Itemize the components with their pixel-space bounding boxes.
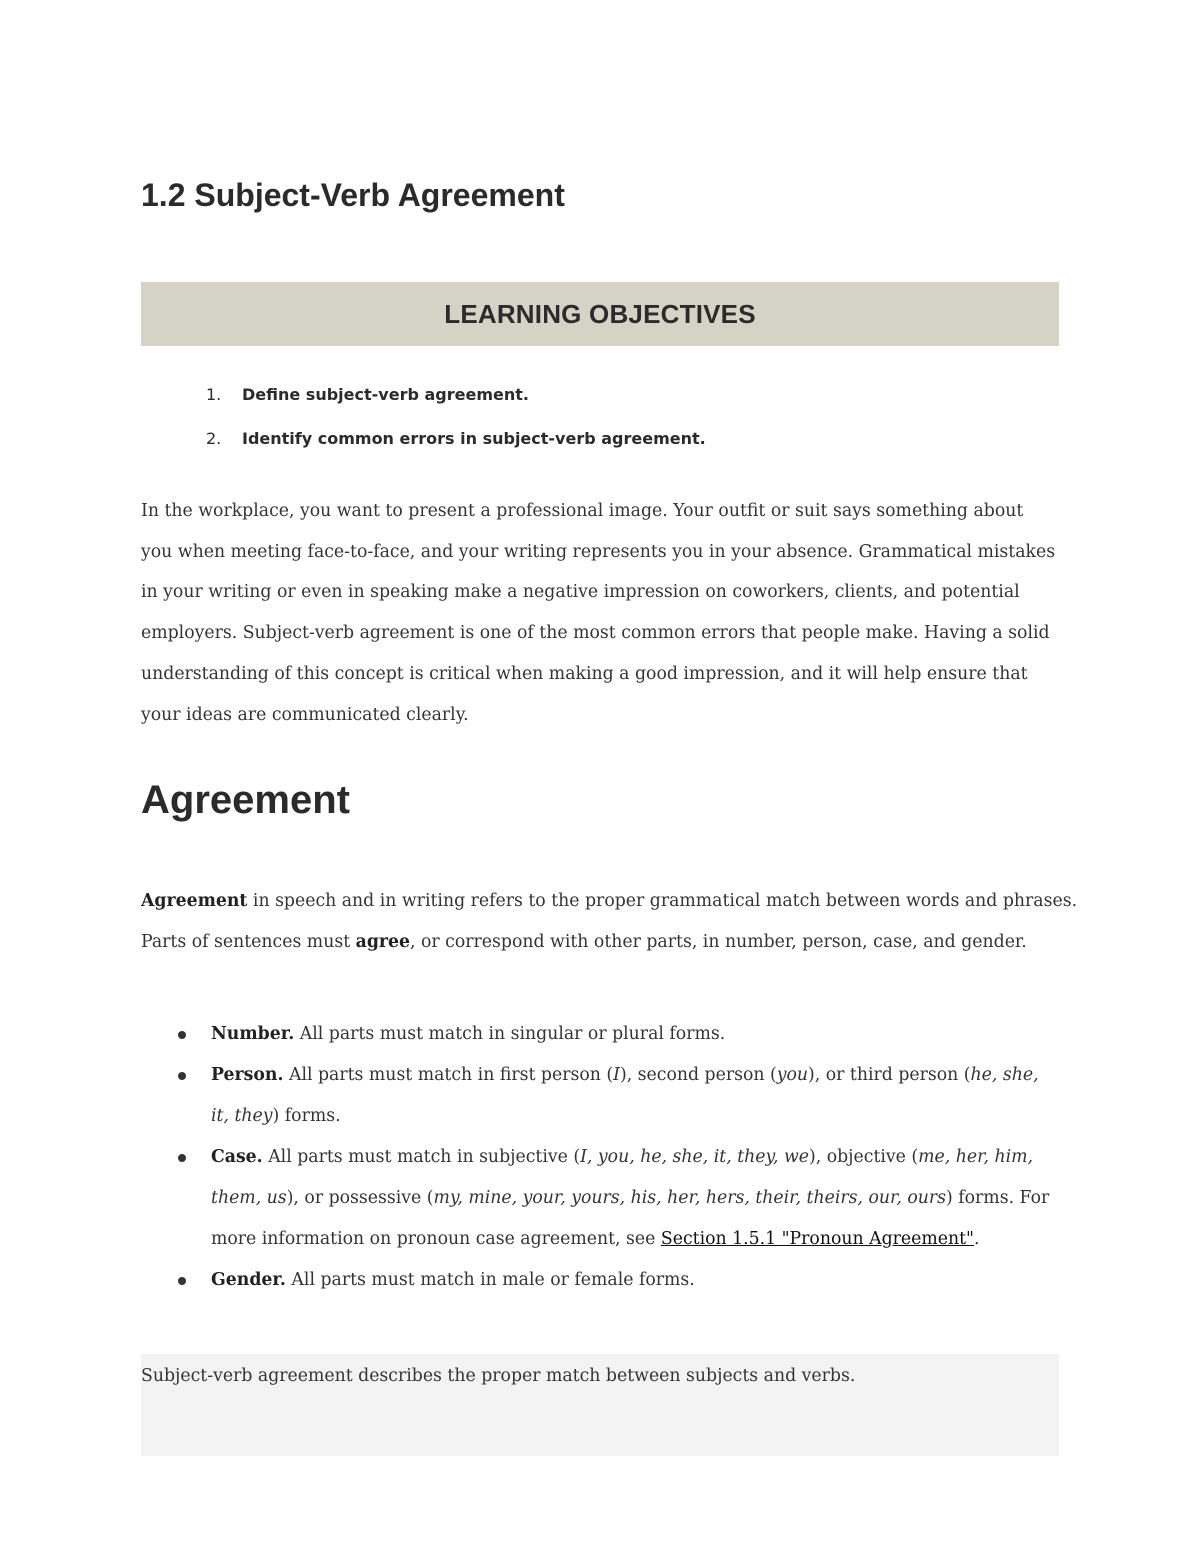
bullet-dot-icon xyxy=(178,1154,186,1162)
learning-objectives-list xyxy=(141,374,706,462)
agreement-paragraph xyxy=(141,881,1078,962)
intro-paragraph: In the workplace, you want to present a professional image. Your outfit or suit says something about you when meeting face-to-face, and your writing represents you in your absence. Grammatical mistakes in your writing or even in speaking make a negative impression on coworkers, clients, and potential employers. Subject-verb agreement is one of the most common errors that people make. Having a solid understanding of this concept is critical when making a good impression, and it will help ensure that your ideas are communicated clearly. xyxy=(141,501,1056,725)
objective-item xyxy=(141,374,706,418)
bullet-dot-icon xyxy=(178,1277,186,1285)
agreement-term: Agreement xyxy=(141,891,248,911)
section-title: 1.2 Subject-Verb Agreement xyxy=(141,177,565,213)
learning-objectives-heading: LEARNING OBJECTIVES xyxy=(444,298,756,329)
objective-number: 1. xyxy=(206,385,222,404)
bullet-term: Person. xyxy=(211,1065,284,1085)
bullet-person xyxy=(141,1055,1059,1137)
bullet-case xyxy=(141,1137,1059,1260)
definition-note-text: Subject-verb agreement describes the proper match between subjects and verbs. xyxy=(141,1366,856,1386)
bullet-text: All parts must match in singular or plural forms. xyxy=(294,1024,726,1044)
agreement-bullet-list xyxy=(141,1014,1059,1301)
bullet-text: All parts must match in male or female forms. xyxy=(285,1270,695,1290)
agreement-text: , or correspond with other parts, in number, person, case, and gender. xyxy=(410,931,1027,952)
objective-number: 2. xyxy=(206,429,222,448)
bullet-example: I xyxy=(613,1065,620,1085)
bullet-example: he, she, it, they xyxy=(211,1065,1039,1126)
pronoun-agreement-link[interactable]: Section 1.5.1 "Pronoun Agreement" xyxy=(660,1229,975,1249)
objective-item xyxy=(141,418,706,462)
bullet-term: Case. xyxy=(211,1147,263,1167)
bullet-text: ), or possessive ( xyxy=(286,1188,434,1208)
bullet-dot-icon xyxy=(178,1072,186,1080)
bullet-text: . xyxy=(974,1229,980,1249)
bullet-example: my, mine, your, yours, his, her, hers, their, theirs, our, ours xyxy=(433,1188,947,1208)
agreement-text: in speech and in writing refers to the proper grammatical match between words and phrases. xyxy=(247,891,1078,911)
bullet-text: ) forms. xyxy=(272,1106,341,1126)
objective-text: Identify common errors in subject-verb agreement. xyxy=(242,429,706,448)
bullet-text: ) forms. For more information on pronoun case agreement, see xyxy=(211,1188,1050,1249)
agreement-heading: Agreement xyxy=(141,778,350,822)
bullet-term: Gender. xyxy=(211,1270,286,1290)
bullet-gender xyxy=(141,1260,1059,1301)
definition-note-box xyxy=(141,1354,1059,1456)
bullet-number xyxy=(141,1014,1059,1055)
bullet-text: ), objective ( xyxy=(808,1147,919,1167)
learning-objectives-box xyxy=(141,282,1059,346)
bullet-dot-icon xyxy=(178,1031,186,1039)
agreement-text: Parts of sentences must xyxy=(141,931,356,952)
objective-text: Define subject-verb agreement. xyxy=(242,385,529,404)
bullet-text: ), second person ( xyxy=(619,1065,777,1085)
bullet-text: All parts must match in subjective ( xyxy=(262,1147,581,1167)
bullet-example: I, you, he, she, it, they, we xyxy=(580,1147,809,1167)
bullet-term: Number. xyxy=(211,1024,295,1044)
bullet-text: ), or third person ( xyxy=(808,1065,971,1085)
bullet-text: All parts must match in first person ( xyxy=(283,1065,614,1085)
agree-term: agree xyxy=(355,931,411,952)
bullet-example: you xyxy=(776,1065,809,1085)
bullet-example: me, her, him, them, us xyxy=(211,1147,1033,1208)
